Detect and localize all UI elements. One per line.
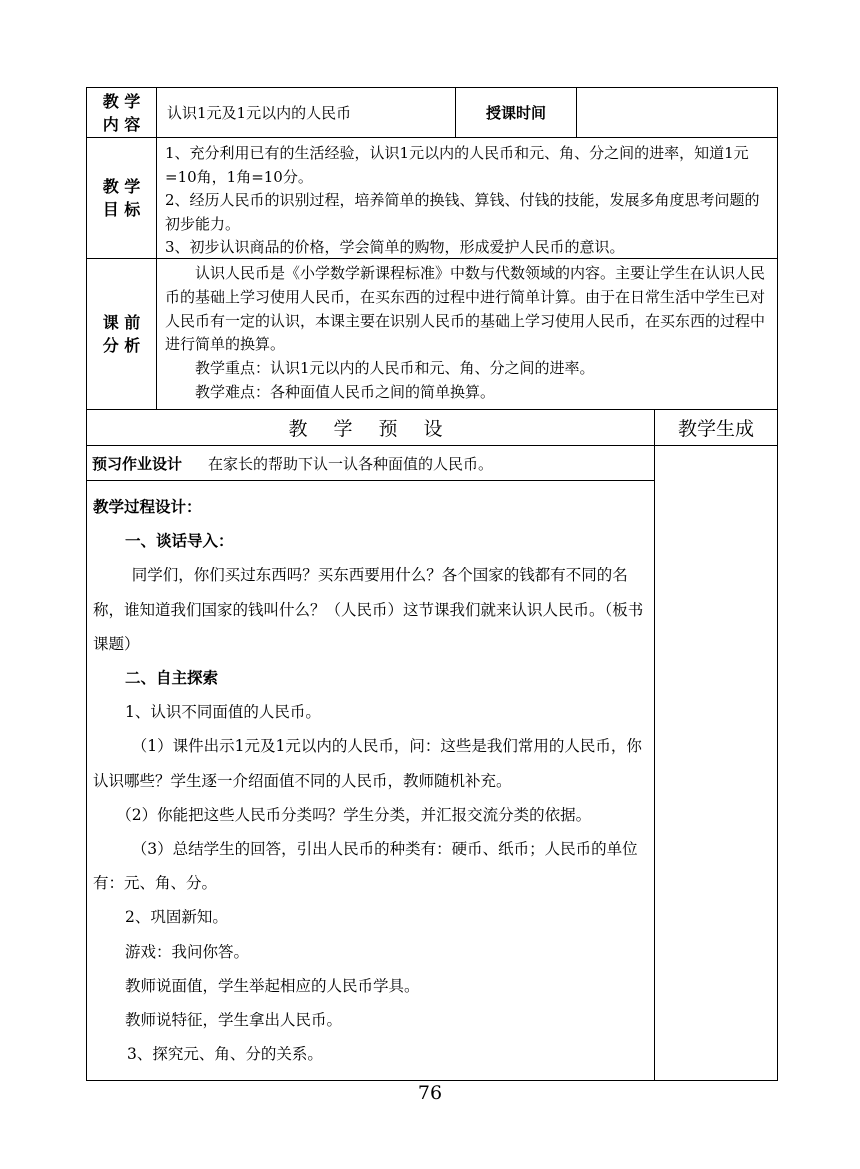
process-column	[87, 446, 655, 1080]
content-label: 教 学 内 容	[87, 88, 157, 137]
step-1a: （1）课件出示1元及1元以内的人民币，问：这些是我们常用的人民币，你认识哪些？学生逐一介绍面值不同的人民币，教师随机补充。	[93, 737, 642, 790]
game-line-2: 教师说特征，学生拿出人民币。	[125, 1011, 343, 1030]
step-2: 2、巩固新知。	[125, 908, 228, 927]
preset-header: 教 学 预 设	[87, 410, 655, 445]
content-row	[87, 88, 777, 138]
goal-item: 1、充分利用已有的生活经验，认识1元以内的人民币和元、角、分之间的进率，知道1元=10角，1角=10分。	[165, 144, 749, 186]
goals-text	[157, 138, 777, 258]
lesson-plan-table	[86, 87, 778, 1081]
process-title: 教学过程设计：	[93, 498, 202, 516]
analysis-label: 课 前 分 析	[87, 259, 157, 409]
time-value	[577, 88, 777, 137]
preview-label: 预习作业设计	[92, 454, 183, 473]
analysis-paragraph: 认识人民币是《小学数学新课程标准》中数与代数领域的内容。主要让学生在认识人民币的基础上学习使用人民币，在买东西的过程中进行简单计算。由于在日常生活中学生已对人民币有一定的认识，本课主要在识别人民币的基础上学习使用人民币，在买东西的过程中进行简单的换算。	[165, 264, 766, 354]
key-point: 教学重点：认识1元以内的人民币和元、角、分之间的进率。	[195, 359, 595, 378]
goal-item: 3、初步认识商品的价格，学会简单的购物，形成爱护人民币的意识。	[165, 238, 625, 257]
preview-text: 在家长的帮助下认一认各种面值的人民币。	[208, 454, 494, 473]
process-body	[87, 481, 654, 1071]
step-1c: （3）总结学生的回答，引出人民币的种类有：硬币、纸币；人民币的单位有：元、角、分。	[93, 840, 638, 893]
content-value: 认识1元及1元以内的人民币	[157, 88, 456, 137]
step-3: 3、探究元、角、分的关系。	[127, 1045, 323, 1064]
heading-intro: 一、谈话导入：	[125, 532, 234, 551]
preview-row	[87, 446, 654, 481]
analysis-text	[157, 259, 777, 409]
section-header-row	[87, 410, 777, 446]
analysis-row	[87, 259, 777, 410]
goals-label: 教 学 目 标	[87, 138, 157, 258]
generation-header: 教学生成	[677, 418, 754, 440]
goals-row	[87, 138, 777, 259]
game-title: 游戏：我问你答。	[125, 942, 250, 961]
difficulty: 教学难点：各种面值人民币之间的简单换算。	[195, 382, 496, 401]
game-line-1: 教师说面值，学生举起相应的人民币学具。	[125, 976, 420, 995]
step-1b: （2）你能把这些人民币分类吗？学生分类，并汇报交流分类的依据。	[116, 805, 592, 824]
heading-explore: 二、自主探索	[125, 669, 219, 688]
goal-item: 2、经历人民币的识别过程，培养简单的换钱、算钱、付钱的技能，发展多角度思考问题的初步能力。	[165, 191, 760, 233]
step-1: 1、认识不同面值的人民币。	[125, 703, 321, 722]
page-number: 76	[417, 1082, 443, 1104]
generation-column	[655, 446, 777, 1080]
time-label: 授课时间	[456, 88, 577, 137]
process-row	[87, 446, 777, 1080]
intro-paragraph: 同学们，你们买过东西吗？买东西要用什么？各个国家的钱都有不同的名称，谁知道我们国家的钱叫什么？（人民币）这节课我们就来认识人民币。（板书课题）	[93, 566, 644, 653]
